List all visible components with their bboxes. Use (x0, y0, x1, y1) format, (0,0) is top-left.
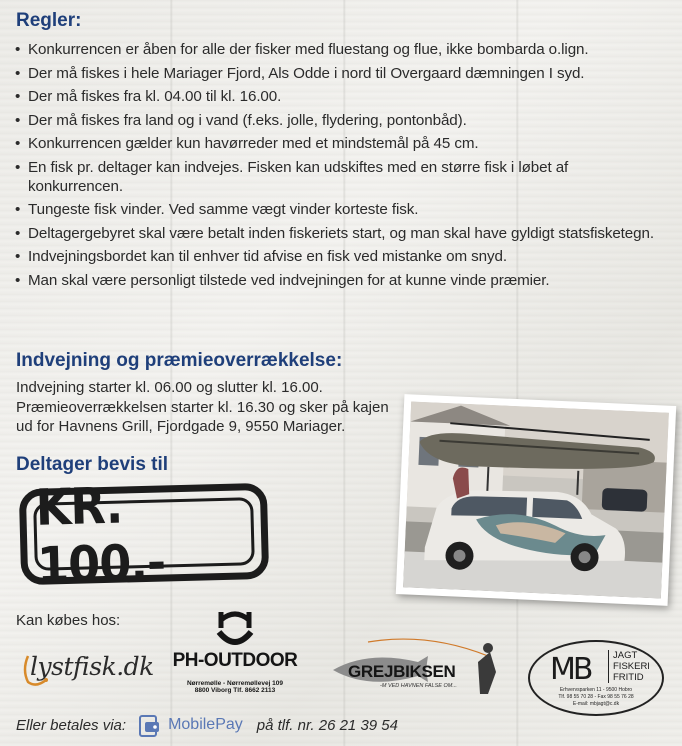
ph-outdoor-address: Nørremølle - Nørremøllevej 109 (186, 680, 284, 687)
weighin-line: Indvejning starter kl. 06.00 og slutter kl. 16.00. (16, 379, 323, 396)
ph-outdoor-emblem-icon (213, 608, 257, 648)
mb-jagt-logo[interactable] (528, 640, 664, 716)
fee-heading: Deltager bevis til (16, 454, 169, 475)
mb-tag-fiskeri: FISKERI (613, 661, 650, 672)
mb-phone-line: Tlf. 98 55 70 28 - Fax 98 55 76 28 (558, 694, 634, 700)
weighin-line: Præmieoverrækkelsen starter kl. 16.30 og sker på kajen (16, 398, 389, 416)
grejbiksen-tagline: -M VED HAVNEN FALSE OM... (380, 683, 457, 689)
rules-heading: Regler: (16, 10, 82, 31)
price-stamp (19, 476, 269, 595)
rules-list (14, 40, 664, 294)
ph-outdoor-name: PH-OUTDOOR (172, 650, 298, 671)
price-text: KR. 100.- (34, 476, 166, 595)
rule-item: • Konkurrencen er åben for alle der fisker med fluestang og flue, ikke bombarda o.lign. (14, 40, 664, 59)
weighin-line: ud for Havnens Grill, Fjordgade 9, 9550 Mariager. (16, 418, 346, 435)
rule-item: • Der må fiskes fra land og i vand (f.eks. jolle, flydering, pontonbåd). (14, 111, 664, 130)
rule-item: • Konkurrencen gælder kun havørreder med et mindstemål på 45 cm. (14, 134, 664, 153)
grejbiksen-logo[interactable] (328, 632, 518, 702)
rule-item: • Tungeste fisk vinder. Ved samme vægt vinder korteste fisk. (14, 200, 664, 219)
rule-item: • Der må fiskes i hele Mariager Fjord, Als Odde i nord til Overgaard dæmningen I syd. (14, 64, 664, 83)
car-with-boat-photo (396, 394, 676, 606)
rule-item: • Indvejningsbordet kan til enhver tid afvise en fisk ved mistanke om snyd. (14, 247, 664, 266)
rule-item: • Man skal være personligt tilstede ved indvejningen for at kunne vinde præmier. (14, 271, 664, 290)
mb-tagline (608, 650, 650, 683)
weighin-heading: Indvejning og præmieoverrækkelse: (16, 350, 343, 371)
mb-monogram: MB (550, 652, 591, 687)
mb-tag-jagt: JAGT (613, 650, 638, 661)
mobilepay-icon (138, 712, 164, 738)
weighin-text (16, 378, 396, 437)
mb-address (540, 687, 652, 708)
rule-item: • Der må fiskes fra kl. 04.00 til kl. 16.00. (14, 87, 664, 106)
rule-item: • Deltagergebyret skal være betalt inden fiskeriets start, og man skal have gyldigt statsfisketegn. (14, 224, 664, 243)
payment-prefix: Eller betales via: (16, 716, 127, 734)
ph-outdoor-phone: 8800 Viborg Tlf. 8662 2113 (194, 687, 276, 694)
payment-phone: på tlf. nr. 26 21 39 54 (256, 716, 398, 734)
mobilepay-name: MobilePay (168, 716, 243, 733)
payment-line (16, 712, 398, 738)
mb-tag-fritid: FRITID (613, 672, 644, 683)
car-photo-image (403, 401, 669, 598)
rule-item: • En fisk pr. deltager kan indvejes. Fisken kan udskiftes med en større fisk i løbet af konkurrencen. (14, 158, 664, 196)
mb-address-line: Erhvervsparken 11 - 9500 Hobro (559, 687, 633, 693)
mb-email-line: E-mail: mbjagt@c.dk (572, 701, 620, 707)
lystfisk-wordmark: lystfisk.dk (30, 652, 154, 681)
mobilepay-badge[interactable] (138, 712, 243, 738)
grejbiksen-name: GREJBIKSEN (348, 662, 456, 681)
ph-outdoor-logo[interactable] (160, 608, 310, 704)
lystfisk-logo[interactable] (20, 650, 154, 690)
purchase-label: Kan købes hos: (16, 612, 121, 629)
